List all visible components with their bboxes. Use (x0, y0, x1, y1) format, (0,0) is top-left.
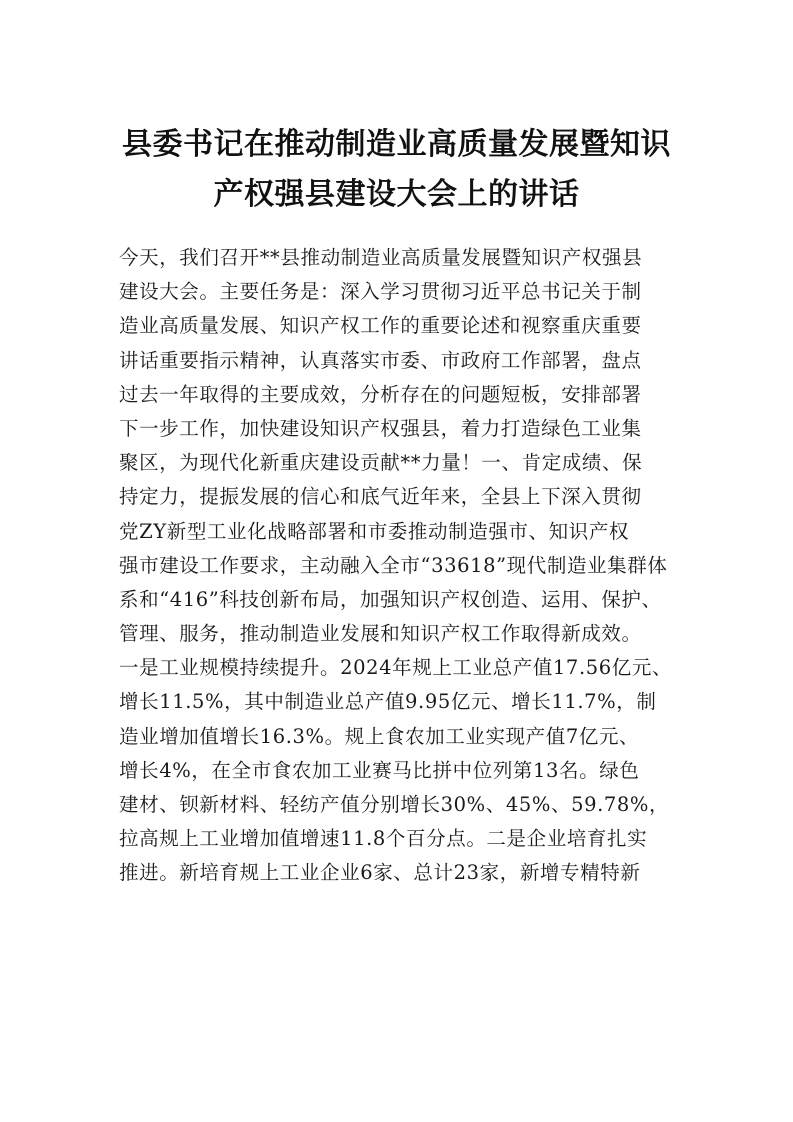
body-line: 造业高质量发展、知识产权工作的重要论述和视察重庆重要 (119, 314, 642, 338)
body-line: 管理、服务，推动制造业发展和知识产权工作取得新成效。 (119, 622, 642, 646)
body-line: 建设大会。主要任务是：深入学习贯彻习近平总书记关于制 (119, 280, 642, 304)
title-line-2: 产权强县建设大会上的讲话 (213, 177, 580, 212)
document-title (70, 120, 723, 220)
body-line: 持定力，提振发展的信心和底气近年来，全县上下深入贯彻 (119, 485, 642, 509)
body-line: 聚区，为现代化新重庆建设贡献**力量！一、肯定成绩、保 (119, 451, 643, 475)
body-line: 系和“416”科技创新布局，加强知识产权创造、运用、保护、 (119, 587, 662, 611)
body-line: 建材、钡新材料、轻纺产值分别增长30%、45%、59.78%， (119, 793, 670, 816)
body-line: 讲话重要指示精神，认真落实市委、市政府工作部署，盘点 (119, 348, 642, 372)
body-line: 过去一年取得的主要成效，分析存在的问题短板，安排部署 (119, 382, 642, 406)
body-line: 增长11.5%，其中制造业总产值9.95亿元、增长11.7%，制 (119, 690, 657, 714)
document-body (119, 241, 675, 891)
body-line: 今天，我们召开**县推动制造业高质量发展暨知识产权强县 (119, 246, 643, 269)
body-line: 党ZY新型工业化战略部署和市委推动制造强市、知识产权 (119, 519, 630, 543)
body-line: 一是工业规模持续提升。2024年规上工业总产值17.56亿元、 (119, 656, 673, 680)
body-line: 强市建设工作要求，主动融入全市“33618”现代制造业集群体 (119, 553, 668, 577)
body-line: 拉高规上工业增加值增速11.8个百分点。二是企业培育扎实 (119, 827, 648, 851)
body-line: 下一步工作，加快建设知识产权强县，着力打造绿色工业集 (119, 416, 642, 440)
body-line: 推进。新培育规上工业企业6家、总计23家，新增专精特新 (119, 861, 641, 885)
body-line: 造业增加值增长16.3%。规上食农加工业实现产值7亿元、 (119, 724, 640, 748)
body-line: 增长4%，在全市食农加工业赛马比拼中位列第13名。绿色 (119, 758, 640, 782)
title-line-1: 县委书记在推动制造业高质量发展暨知识 (122, 127, 671, 162)
